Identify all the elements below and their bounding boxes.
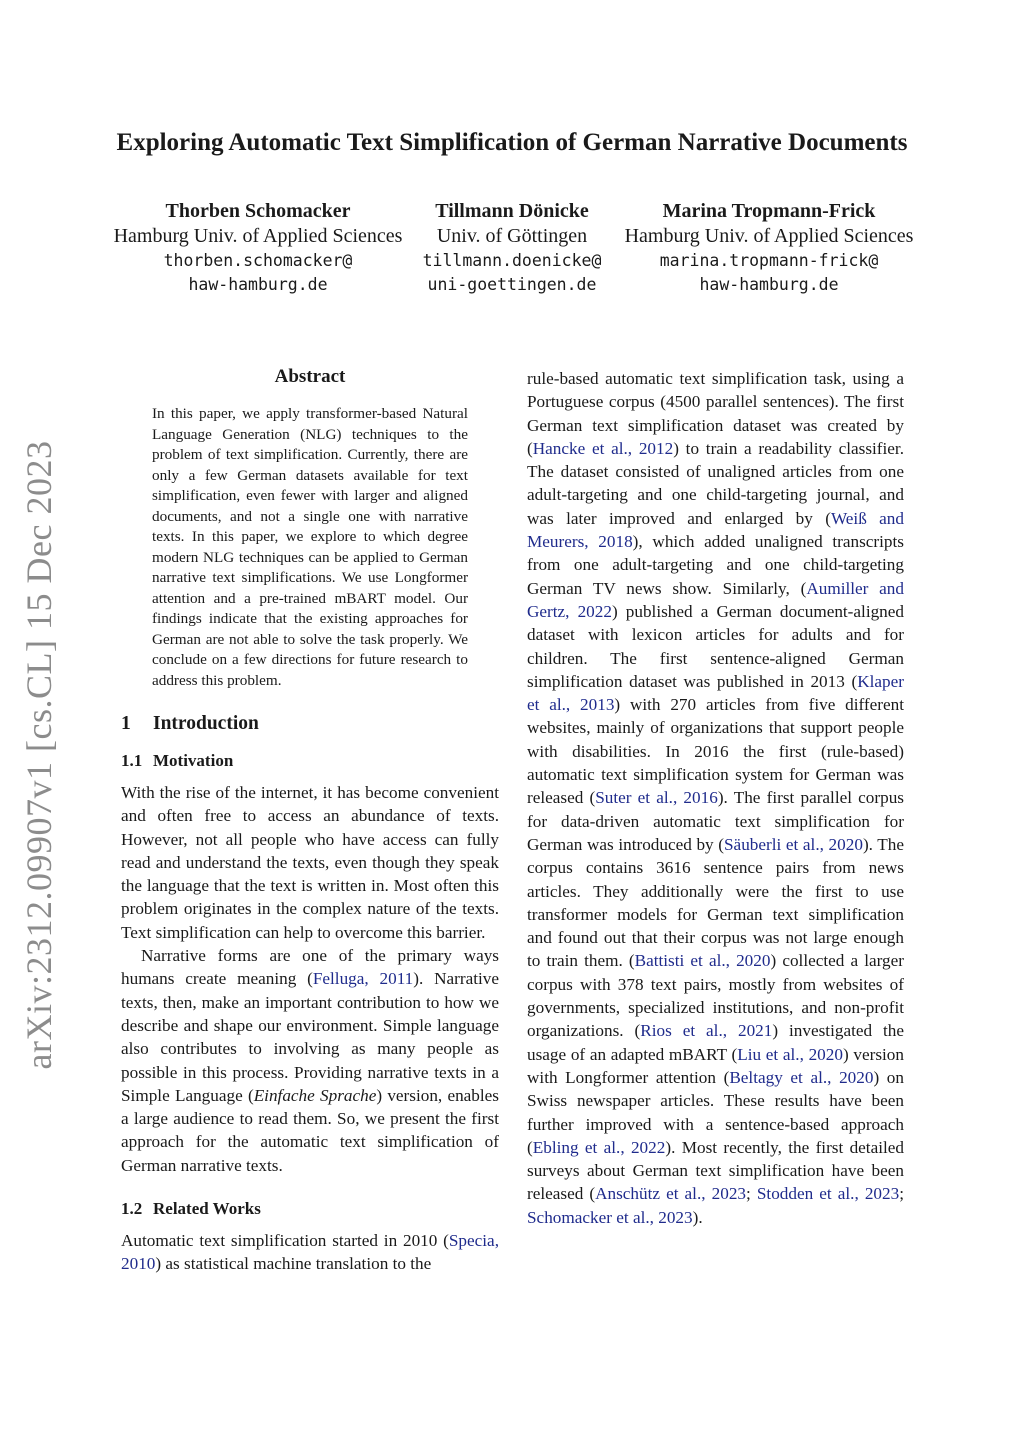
subsection-title: Motivation	[153, 751, 234, 770]
author-email-line2: uni-goettingen.de	[427, 275, 597, 294]
left-column	[121, 365, 499, 1276]
subsection-related-works-heading	[121, 1197, 499, 1221]
section-title: Introduction	[153, 713, 259, 734]
author-email-line2: haw-hamburg.de	[699, 275, 839, 294]
author-email-line1: thorben.schomacker@	[163, 251, 353, 270]
citation-link[interactable]: Rios et al., 2021	[640, 1021, 773, 1041]
abstract-heading: Abstract	[274, 366, 346, 387]
citation-link[interactable]: Ebling et al., 2022	[532, 1137, 666, 1157]
subsection-number: 1.1	[121, 751, 143, 770]
citation-link[interactable]: Stodden et al., 2023	[756, 1184, 900, 1204]
author-email-line1: tillmann.doenicke@	[422, 251, 602, 270]
author-block-3	[609, 199, 929, 297]
citation-link[interactable]: Specia, 2010	[121, 1231, 499, 1274]
motivation-paragraph-2: Narrative forms are one of the primary ways humans create meaning (Felluga, 2011). Narrative texts, then, make an important contribution to how we describe and shape our environment. Simple language also contributes to involving as many people as possible in this process. Providing narrative texts in a Simple Language (Einfache Sprache) version, enables a large audience to read them. So, we present the first approach for the automatic text simplification of German narrative texts.	[121, 946, 499, 1175]
citation-link[interactable]: Aumiller and Gertz, 2022	[527, 578, 904, 621]
arxiv-id-text: arXiv:2312.09907v1 [cs.CL] 15 Dec 2023	[19, 440, 59, 1070]
author-name: Marina Tropmann-Frick	[662, 200, 876, 222]
author-name: Tillmann Dönicke	[435, 200, 589, 222]
author-affiliation: Univ. of Göttingen	[436, 225, 588, 247]
citation-link[interactable]: Weiß and Meurers, 2018	[527, 508, 904, 552]
citation-link[interactable]: Hancke et al., 2012	[532, 438, 674, 458]
author-email-line2: haw-hamburg.de	[188, 275, 328, 294]
subsection-number: 1.2	[121, 1199, 143, 1219]
citation-link[interactable]: Beltagy et al., 2020	[729, 1067, 874, 1087]
section-introduction-heading	[121, 711, 499, 737]
section-number: 1	[121, 713, 131, 734]
author-affiliation: Hamburg Univ. of Applied Sciences	[113, 225, 403, 247]
subsection-motivation-heading	[121, 749, 499, 773]
author-name: Thorben Schomacker	[165, 200, 351, 222]
emphasis: Einfache Sprache	[253, 1085, 377, 1105]
citation-link[interactable]: Suter et al., 2016	[595, 788, 718, 808]
citation-link[interactable]: Schomacker et al., 2023	[527, 1207, 693, 1227]
citation-link[interactable]: Klaper et al., 2013	[527, 671, 904, 715]
citation-link[interactable]: Säuberli et al., 2020	[724, 834, 863, 854]
subsection-title: Related Works	[153, 1199, 261, 1219]
related-works-paragraph-continued: rule-based automatic text simplification task, using a Portuguese corpus (4500 parallel sentences). The first German text simplification dataset was created by (Hancke et al., 2012) to train a readability classifier. The dataset consisted of unaligned articles from one adult-targeting and one child-targeting journal, and was later improved and enlarged by (Weiß and Meurers, 2018), which added unaligned transcripts from one adult-targeting and one child-targeting German TV news show. Similarly, (Aumiller and Gertz, 2022) published a German document-aligned dataset with lexicon articles for adults and for children. The first sentence-aligned German simplification dataset was published in 2013 (Klaper et al., 2013) with 270 articles from five different websites, mainly of organizations that support people with disabilities. In 2016 the first (rule-based) automatic text simplification system for German was released (Suter et al., 2016). The first parallel corpus for data-driven automatic text simplification for German was introduced by (Säuberli et al., 2020). The corpus contains 3616 sentence pairs from news articles. They additionally were the first to use transformer models for German text simplification and found out that their corpus was not large enough to train them. (Battisti et al., 2020) collected a larger corpus with 378 text pairs, mostly from websites of governments, specialized institutions, and non-profit organizations. (Rios et al., 2021) investigated the usage of an adapted mBART (Liu et al., 2020) version with Longformer attention (Beltagy et al., 2020) on Swiss newspaper articles. These results have been further improved with a sentence-based approach (Ebling et al., 2022). Most recently, the first detailed surveys about German text simplification have been released (Anschütz et al., 2023; Stodden et al., 2023; Schomacker et al., 2023).	[527, 369, 905, 1227]
paper-title: Exploring Automatic Text Simplification of German Narrative Documents	[116, 129, 908, 156]
citation-link[interactable]: Felluga, 2011	[312, 969, 414, 989]
related-works-paragraph-start: Automatic text simplification started in 2010 (Specia, 2010) as statistical machine translation to the	[121, 1231, 499, 1274]
author-email-line1: marina.tropmann-frick@	[659, 251, 879, 270]
citation-link[interactable]: Anschütz et al., 2023	[595, 1184, 747, 1204]
motivation-paragraph-1: With the rise of the internet, it has become convenient and often free to access an abundance of texts. However, not all people who have access can fully read and understand the texts, even though they speak the language that the text is written in. Most often this problem originates in the complex nature of the texts. Text simplification can help to overcome this barrier.	[121, 783, 499, 942]
arxiv-identifier-stamp	[14, 440, 64, 1070]
right-column	[527, 367, 904, 1229]
citation-link[interactable]: Battisti et al., 2020	[634, 951, 771, 971]
author-affiliation: Hamburg Univ. of Applied Sciences	[624, 225, 914, 247]
abstract-text: In this paper, we apply transformer-based Natural Language Generation (NLG) techniques to the problem of text simplification. Currently, there are only a few German datasets available for text simplification, even fewer with larger and aligned documents, and not a single one with narrative texts. In this paper, we explore to which degree modern NLG techniques can be applied to German narrative text simplifications. We use Longformer attention and a pre-trained mBART model. Our findings indicate that the existing approaches for German are not able to solve the task properly. We conclude on a few directions for future research to address this problem.	[152, 405, 468, 689]
citation-link[interactable]: Liu et al., 2020	[737, 1044, 843, 1064]
